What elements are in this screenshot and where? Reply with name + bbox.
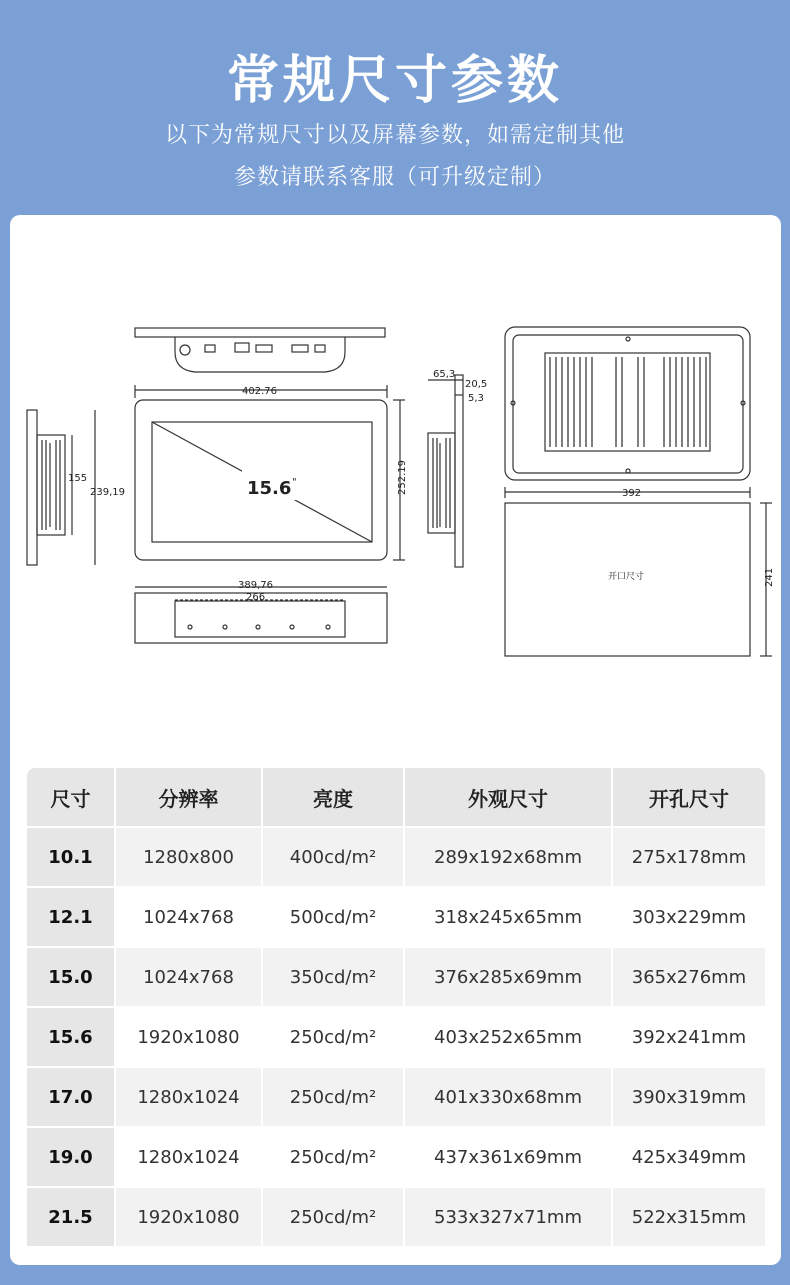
header-size: 尺寸 [27, 768, 116, 826]
cutout-height: 241 [764, 567, 775, 587]
cutout-label: 开口尺寸 [608, 572, 645, 582]
spec-table [27, 768, 765, 1246]
table-row [27, 1186, 765, 1246]
cell-size: 15.6 [27, 1006, 116, 1066]
cell-brightness: 250cd/m² [263, 1006, 405, 1066]
table-row [27, 1006, 765, 1066]
left-side-view [27, 410, 37, 565]
header-banner [0, 0, 790, 215]
cell-resolution: 1280x800 [116, 826, 263, 886]
cell-outer: 437x361x69mm [405, 1126, 613, 1186]
cell-cutout: 425x349mm [613, 1126, 765, 1186]
cell-brightness: 250cd/m² [263, 1066, 405, 1126]
table-row [27, 886, 765, 946]
cell-size: 17.0 [27, 1066, 116, 1126]
dim-depth-65: 65,3 [433, 369, 456, 380]
cell-cutout: 390x319mm [613, 1066, 765, 1126]
cell-outer: 403x252x65mm [405, 1006, 613, 1066]
cell-outer: 401x330x68mm [405, 1066, 613, 1126]
table-row [27, 826, 765, 886]
content-card [10, 215, 781, 1265]
dim-depth-20: 20,5 [465, 379, 488, 390]
cell-resolution: 1920x1080 [116, 1186, 263, 1246]
cell-cutout: 275x178mm [613, 826, 765, 886]
inch-mark: " [292, 477, 297, 488]
table-row [27, 1066, 765, 1126]
header-outer-size: 外观尺寸 [405, 768, 613, 826]
cell-outer: 318x245x65mm [405, 886, 613, 946]
cell-cutout: 392x241mm [613, 1006, 765, 1066]
table-row [27, 946, 765, 1006]
cutout-width: 392 [622, 488, 642, 499]
dim-side-239: 239,19 [90, 487, 125, 498]
dim-depth-5: 5,3 [468, 393, 484, 404]
cell-brightness: 350cd/m² [263, 946, 405, 1006]
dim-side-155: 155 [68, 473, 88, 484]
cell-size: 19.0 [27, 1126, 116, 1186]
table-header-row [27, 768, 765, 826]
cell-resolution: 1024x768 [116, 886, 263, 946]
cell-outer: 533x327x71mm [405, 1186, 613, 1246]
subtitle-line-2: 参数请联系客服（可升级定制） [233, 165, 556, 190]
dim-bottom-266: 266 [246, 592, 266, 603]
technical-drawing [10, 215, 781, 755]
right-side-view [455, 375, 463, 567]
cell-size: 10.1 [27, 826, 116, 886]
cell-cutout: 365x276mm [613, 946, 765, 1006]
subtitle-line-1: 以下为常规尺寸以及屏幕参数，如需定制其他 [164, 123, 625, 148]
dim-width: 402.76 [242, 386, 277, 397]
dim-bottom-389: 389,76 [238, 580, 273, 591]
cell-resolution: 1280x1024 [116, 1066, 263, 1126]
cell-cutout: 303x229mm [613, 886, 765, 946]
dim-height: 252.19 [397, 460, 408, 495]
back-view [505, 327, 750, 480]
top-view-io [175, 337, 345, 372]
cell-size: 12.1 [27, 886, 116, 946]
header-cutout-size: 开孔尺寸 [613, 768, 765, 826]
cell-outer: 289x192x68mm [405, 826, 613, 886]
page-title: 常规尺寸参数 [226, 51, 563, 111]
cell-resolution: 1920x1080 [116, 1006, 263, 1066]
cell-size: 15.0 [27, 946, 116, 1006]
cell-outer: 376x285x69mm [405, 946, 613, 1006]
cell-brightness: 250cd/m² [263, 1186, 405, 1246]
cell-cutout: 522x315mm [613, 1186, 765, 1246]
top-view [135, 328, 385, 337]
cell-brightness: 500cd/m² [263, 886, 405, 946]
cell-brightness: 400cd/m² [263, 826, 405, 886]
cell-brightness: 250cd/m² [263, 1126, 405, 1186]
cell-resolution: 1024x768 [116, 946, 263, 1006]
header-brightness: 亮度 [263, 768, 405, 826]
screen-size-label: 15.6 [247, 478, 292, 499]
cell-size: 21.5 [27, 1186, 116, 1246]
table-row [27, 1126, 765, 1186]
header-resolution: 分辨率 [116, 768, 263, 826]
cell-resolution: 1280x1024 [116, 1126, 263, 1186]
